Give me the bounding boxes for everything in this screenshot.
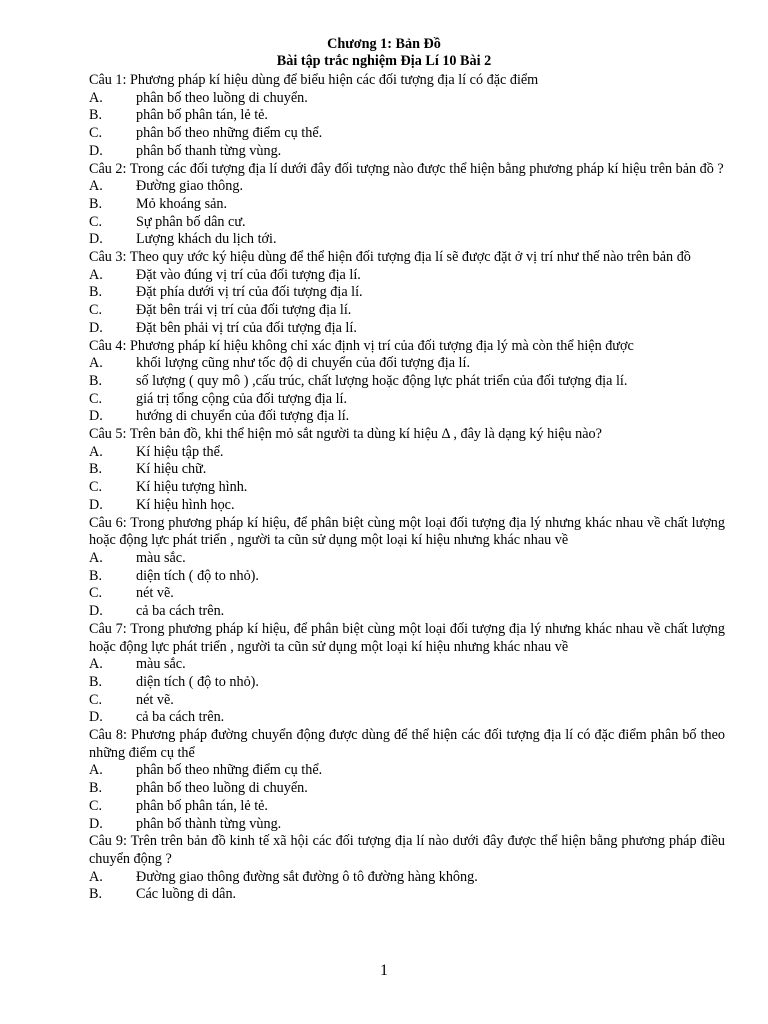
option-letter: B. <box>89 886 103 903</box>
option-letter: A. <box>89 443 103 460</box>
answer-option <box>89 886 725 904</box>
option-text: Các luồng di dân. <box>136 886 237 903</box>
option-text: Kí hiệu hình học. <box>136 496 235 513</box>
answer-option <box>89 497 725 515</box>
question-block <box>89 621 725 727</box>
option-text: Đặt bên phải vị trí của đối tượng địa lí. <box>136 319 357 336</box>
option-text: cả ba cách trên. <box>136 709 225 726</box>
option-text: phân bố theo luồng di chuyển. <box>136 89 308 106</box>
option-text: phân bố theo những điểm cụ thể. <box>136 125 323 142</box>
option-text: phân bố thành từng vùng. <box>136 815 282 832</box>
option-letter: D. <box>89 496 103 513</box>
answer-option <box>89 762 725 780</box>
option-text: Sự phân bố dân cư. <box>136 213 246 230</box>
answer-option <box>89 479 725 497</box>
option-text: diện tích ( độ to nhỏ). <box>136 673 259 690</box>
option-text: Kí hiệu chữ. <box>136 461 207 478</box>
answer-option <box>89 107 725 125</box>
option-letter: C. <box>89 691 103 708</box>
answer-option <box>89 214 725 232</box>
option-text: Đường giao thông. <box>136 178 244 195</box>
option-letter: C. <box>89 479 103 496</box>
option-letter: A. <box>89 549 103 566</box>
question-text: Câu 4: Phương pháp kí hiệu không chỉ xác định vị trí của đối tượng địa lý mà còn thể hiện được <box>89 337 634 354</box>
option-letter: D. <box>89 815 103 832</box>
option-text: Đặt bên trái vị trí của đối tượng địa lí. <box>136 302 352 319</box>
answer-option <box>89 125 725 143</box>
option-letter: D. <box>89 709 103 726</box>
answer-option <box>89 373 725 391</box>
chapter-title: Chương 1: Bản Đồ <box>327 36 441 52</box>
option-letter: A. <box>89 355 103 372</box>
answer-option <box>89 231 725 249</box>
answer-option <box>89 444 725 462</box>
question-text: Câu 2: Trong các đối tượng địa lí dưới đây đối tượng nào được thể hiện bằng phương pháp kí hiệu trên bản đồ ? <box>89 160 724 177</box>
page-number: 1 <box>380 962 388 979</box>
option-letter: A. <box>89 178 103 195</box>
option-letter: D. <box>89 408 103 425</box>
option-letter: D. <box>89 603 103 620</box>
option-text: hướng di chuyển của đối tượng địa lí. <box>136 408 350 425</box>
answer-option <box>89 869 725 887</box>
question-text: Câu 1: Phương pháp kí hiệu dùng để biểu hiện các đối tượng địa lí có đặc điểm <box>89 72 539 88</box>
question-block <box>89 72 725 161</box>
option-letter: B. <box>89 461 103 478</box>
answer-option <box>89 355 725 373</box>
option-text: số lượng ( quy mô ) ,cấu trúc, chất lượng hoặc động lực phát triển của đối tượng địa lí. <box>136 372 628 389</box>
option-text: phân bố phân tán, lẻ tẻ. <box>136 797 268 814</box>
question-text: Câu 3: Theo quy ước ký hiệu dùng để thể hiện đối tượng địa lí sẽ được đặt ở vị trí như thế nào trên bản đồ <box>89 249 691 266</box>
answer-option <box>89 780 725 798</box>
answer-option <box>89 603 725 621</box>
answer-option <box>89 143 725 161</box>
answer-option <box>89 674 725 692</box>
answer-option <box>89 798 725 816</box>
option-letter: A. <box>89 656 103 673</box>
question-text: Câu 9: Trên trên bản đồ kinh tế xã hội các đối tượng địa lí nào dưới đây được thể hiện bằng phương pháp điều chuyển động ? <box>89 833 725 867</box>
question-text: Câu 5: Trên bản đồ, khi thể hiện mỏ sắt người ta dùng kí hiệu Δ , đây là dạng ký hiệu nào? <box>89 426 602 443</box>
option-letter: B. <box>89 284 103 301</box>
question-block <box>89 161 725 250</box>
option-text: giá trị tổng cộng của đối tượng địa lí. <box>136 390 348 407</box>
option-text: Đặt vào đúng vị trí của đối tượng địa lí. <box>136 266 361 283</box>
option-letter: A. <box>89 762 103 779</box>
option-letter: C. <box>89 585 103 602</box>
answer-option <box>89 302 725 320</box>
option-letter: D. <box>89 142 103 159</box>
question-block <box>89 249 725 338</box>
option-letter: B. <box>89 567 103 584</box>
answer-option <box>89 408 725 426</box>
option-text: phân bố thanh từng vùng. <box>136 142 282 159</box>
option-letter: C. <box>89 797 103 814</box>
option-letter: C. <box>89 125 103 142</box>
answer-option <box>89 585 725 603</box>
option-letter: B. <box>89 372 103 389</box>
answer-option <box>89 816 725 834</box>
option-text: Lượng khách du lịch tới. <box>136 231 277 248</box>
question-block <box>89 833 725 904</box>
option-letter: C. <box>89 213 103 230</box>
answer-option <box>89 391 725 409</box>
answer-option <box>89 178 725 196</box>
option-text: Mỏ khoáng sản. <box>136 195 228 212</box>
option-text: phân bố theo những điểm cụ thể. <box>136 762 323 779</box>
question-text: Câu 7: Trong phương pháp kí hiệu, để phân biệt cùng một loại đối tượng địa lý nhưng khác nhau về chất lượng hoặc động lực phát triển , người ta cũn sử dụng một loại kí hiệu nhưng khác nhau về <box>89 620 725 655</box>
option-letter: A. <box>89 89 103 106</box>
answer-option <box>89 568 725 586</box>
option-text: nét vẽ. <box>136 691 174 708</box>
option-letter: A. <box>89 266 103 283</box>
answer-option <box>89 461 725 479</box>
option-text: khối lượng cũng như tốc độ di chuyển của đối tượng địa lí. <box>136 355 470 372</box>
answer-option <box>89 196 725 214</box>
answer-option <box>89 320 725 338</box>
option-text: Kí hiệu tập thể. <box>136 443 224 460</box>
answer-option <box>89 656 725 674</box>
option-letter: B. <box>89 780 103 797</box>
option-letter: D. <box>89 231 103 248</box>
option-text: phân bố phân tán, lẻ tẻ. <box>136 107 268 124</box>
option-letter: B. <box>89 107 103 124</box>
question-text: Câu 8: Phương pháp đường chuyển động được dùng để thể hiện các đối tượng địa lí có đặc điểm phân bố theo những điểm cụ thể <box>89 727 725 761</box>
answer-option <box>89 550 725 568</box>
option-letter: D. <box>89 319 103 336</box>
question-text: Câu 6: Trong phương pháp kí hiệu, để phân biệt cùng một loại đối tượng địa lý nhưng khác nhau về chất lượng hoặc động lực phát triển , người ta cũn sử dụng một loại kí hiệu nhưng khác nhau về <box>89 514 725 549</box>
question-block <box>89 426 725 515</box>
option-text: phân bố theo luồng di chuyển. <box>136 780 308 797</box>
option-letter: A. <box>89 868 103 885</box>
answer-option <box>89 709 725 727</box>
option-letter: C. <box>89 302 103 319</box>
question-block <box>89 727 725 833</box>
option-text: diện tích ( độ to nhỏ). <box>136 567 259 584</box>
option-text: cả ba cách trên. <box>136 603 225 620</box>
option-letter: C. <box>89 390 103 407</box>
question-list <box>89 72 725 904</box>
option-text: nét vẽ. <box>136 585 174 602</box>
option-text: màu sắc. <box>136 549 186 566</box>
option-text: Kí hiệu tượng hình. <box>136 479 248 496</box>
question-block <box>89 515 725 621</box>
option-text: màu sắc. <box>136 656 186 673</box>
option-letter: B. <box>89 673 103 690</box>
option-letter: B. <box>89 195 103 212</box>
option-text: Đặt phía dưới vị trí của đối tượng địa lí. <box>136 284 363 301</box>
option-text: Đường giao thông đường sắt đường ô tô đường hàng không. <box>136 868 478 885</box>
answer-option <box>89 90 725 108</box>
question-block <box>89 338 725 427</box>
answer-option <box>89 267 725 285</box>
exercise-title: Bài tập trắc nghiệm Địa Lí 10 Bài 2 <box>276 53 492 69</box>
answer-option <box>89 692 725 710</box>
answer-option <box>89 284 725 302</box>
